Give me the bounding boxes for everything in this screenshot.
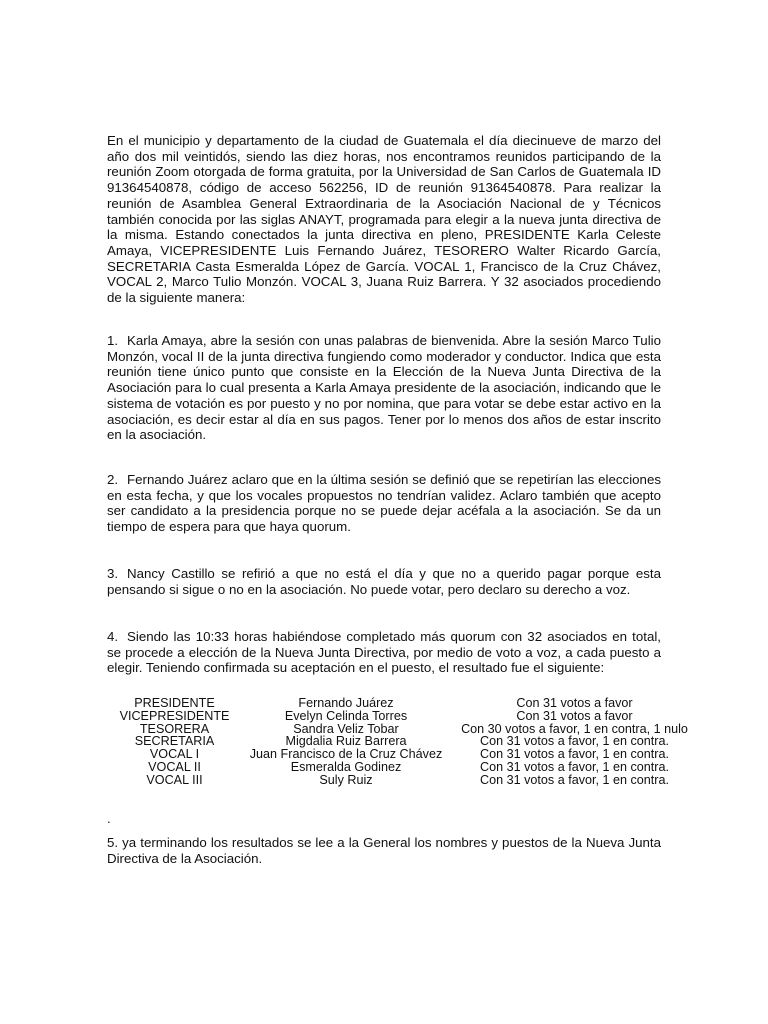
- result-position: SECRETARIA: [134, 734, 215, 749]
- result-name: Sandra Veliz Tobar: [293, 721, 399, 736]
- point-4: [107, 629, 661, 676]
- result-name: Evelyn Celinda Torres: [284, 708, 408, 723]
- result-name: Migdalia Ruiz Barrera: [285, 734, 407, 749]
- result-position: VOCAL I: [149, 747, 200, 762]
- result-votes: Con 31 votos a favor, 1 en contra.: [479, 759, 670, 774]
- result-position: TESORERA: [139, 721, 210, 736]
- result-position: VOCAL II: [148, 759, 201, 774]
- table-row: [106, 761, 700, 774]
- result-votes: Con 31 votos a favor, 1 en contra.: [479, 747, 670, 762]
- table-row: [106, 774, 700, 787]
- result-votes: Con 31 votos a favor, 1 en contra.: [479, 772, 670, 787]
- result-name: Fernando Juárez: [298, 696, 394, 710]
- result-position: PRESIDENTE: [134, 696, 215, 710]
- stray-period: .: [107, 811, 111, 826]
- result-name: Esmeralda Godinez: [290, 759, 402, 774]
- point-2: [107, 472, 661, 535]
- result-name: Suly Ruiz: [319, 772, 373, 787]
- result-votes: Con 31 votos a favor: [516, 696, 633, 710]
- election-results-table: [106, 697, 700, 787]
- point-3: [107, 566, 661, 597]
- closing-paragraph: 5. ya terminando los resultados se lee a la General los nombres y puestos de la Nueva Junta Directiva de la Asociación.: [107, 835, 661, 866]
- point-2-number: 2.: [107, 472, 119, 487]
- result-position: VICEPRESIDENTE: [119, 708, 230, 723]
- point-1-text: Karla Amaya, abre la sesión con unas palabras de bienvenida. Abre la sesión Marco Tulio Monzón, vocal II de la junta directiva fungiendo como moderador y conductor. Indica que esta reunión tiene único punto que consiste en la Elección de la Nueva Junta Directiva de la Asociación para lo cual presenta a Karla Amaya presidente de la asociación, indicando que le sistema de votación es por puesto y no por nomina, que para votar se debe estar activo en la asociación, es decir estar al día en sus pagos. Tener por lo menos dos años de estar inscrito en la asociación.: [107, 333, 661, 443]
- result-votes: Con 30 votos a favor, 1 en contra, 1 nulo: [461, 721, 688, 736]
- point-2-text: Fernando Juárez aclaro que en la última sesión se definió que se repetirían las elecciones en esta fecha, y que los vocales propuestos no tendrían validez. Aclaro también que acepto ser candidato a la presidencia porque no se puede dejar acéfala a la asociación. Se da un tiempo de espera para que haya quorum.: [107, 472, 661, 535]
- result-name: Juan Francisco de la Cruz Chávez: [249, 747, 443, 762]
- point-4-text: Siendo las 10:33 horas habiéndose completado más quorum con 32 asociados en total, se procede a elección de la Nueva Junta Directiva, por medio de voto a voz, a cada puesto a elegir. Teniendo confirmada su aceptación en el puesto, el resultado fue el siguiente:: [107, 629, 661, 676]
- result-votes: Con 31 votos a favor: [516, 708, 633, 723]
- table-row: [106, 710, 700, 723]
- intro-paragraph: En el municipio y departamento de la ciudad de Guatemala el día diecinueve de marzo del año dos mil veintidós, siendo las diez horas, nos encontramos reunidos participando de la reunión Zoom otorgada de forma gratuita, por la Universidad de San Carlos de Guatemala ID 91364540878, código de acceso 562256, ID de reunión 91364540878. Para realizar la reunión de Asamblea General Extraordinaria de la Asociación Nacional de y Técnicos también conocida por las siglas ANAYT, programada para elegir a la nueva junta directiva de la misma. Estando conectados la junta directiva en pleno, PRESIDENTE Karla Celeste Amaya, VICEPRESIDENTE Luis Fernando Juárez, TESORERO Walter Ricardo García, SECRETARIA Casta Esmeralda López de García. VOCAL 1, Francisco de la Cruz Chávez, VOCAL 2, Marco Tulio Monzón. VOCAL 3, Juana Ruiz Barrera. Y 32 asociados procediendo de la siguiente manera:: [107, 133, 661, 306]
- point-1-number: 1.: [107, 333, 119, 348]
- point-4-number: 4.: [107, 629, 119, 644]
- table-row: [106, 697, 700, 710]
- result-position: VOCAL III: [146, 772, 203, 787]
- result-votes: Con 31 votos a favor, 1 en contra.: [479, 734, 670, 749]
- point-1: [107, 333, 661, 443]
- point-3-text: Nancy Castillo se refirió a que no está el día y que no a querido pagar porque esta pensando si sigue o no en la asociación. No puede votar, pero declaro su derecho a voz.: [107, 566, 661, 597]
- point-3-number: 3.: [107, 566, 119, 581]
